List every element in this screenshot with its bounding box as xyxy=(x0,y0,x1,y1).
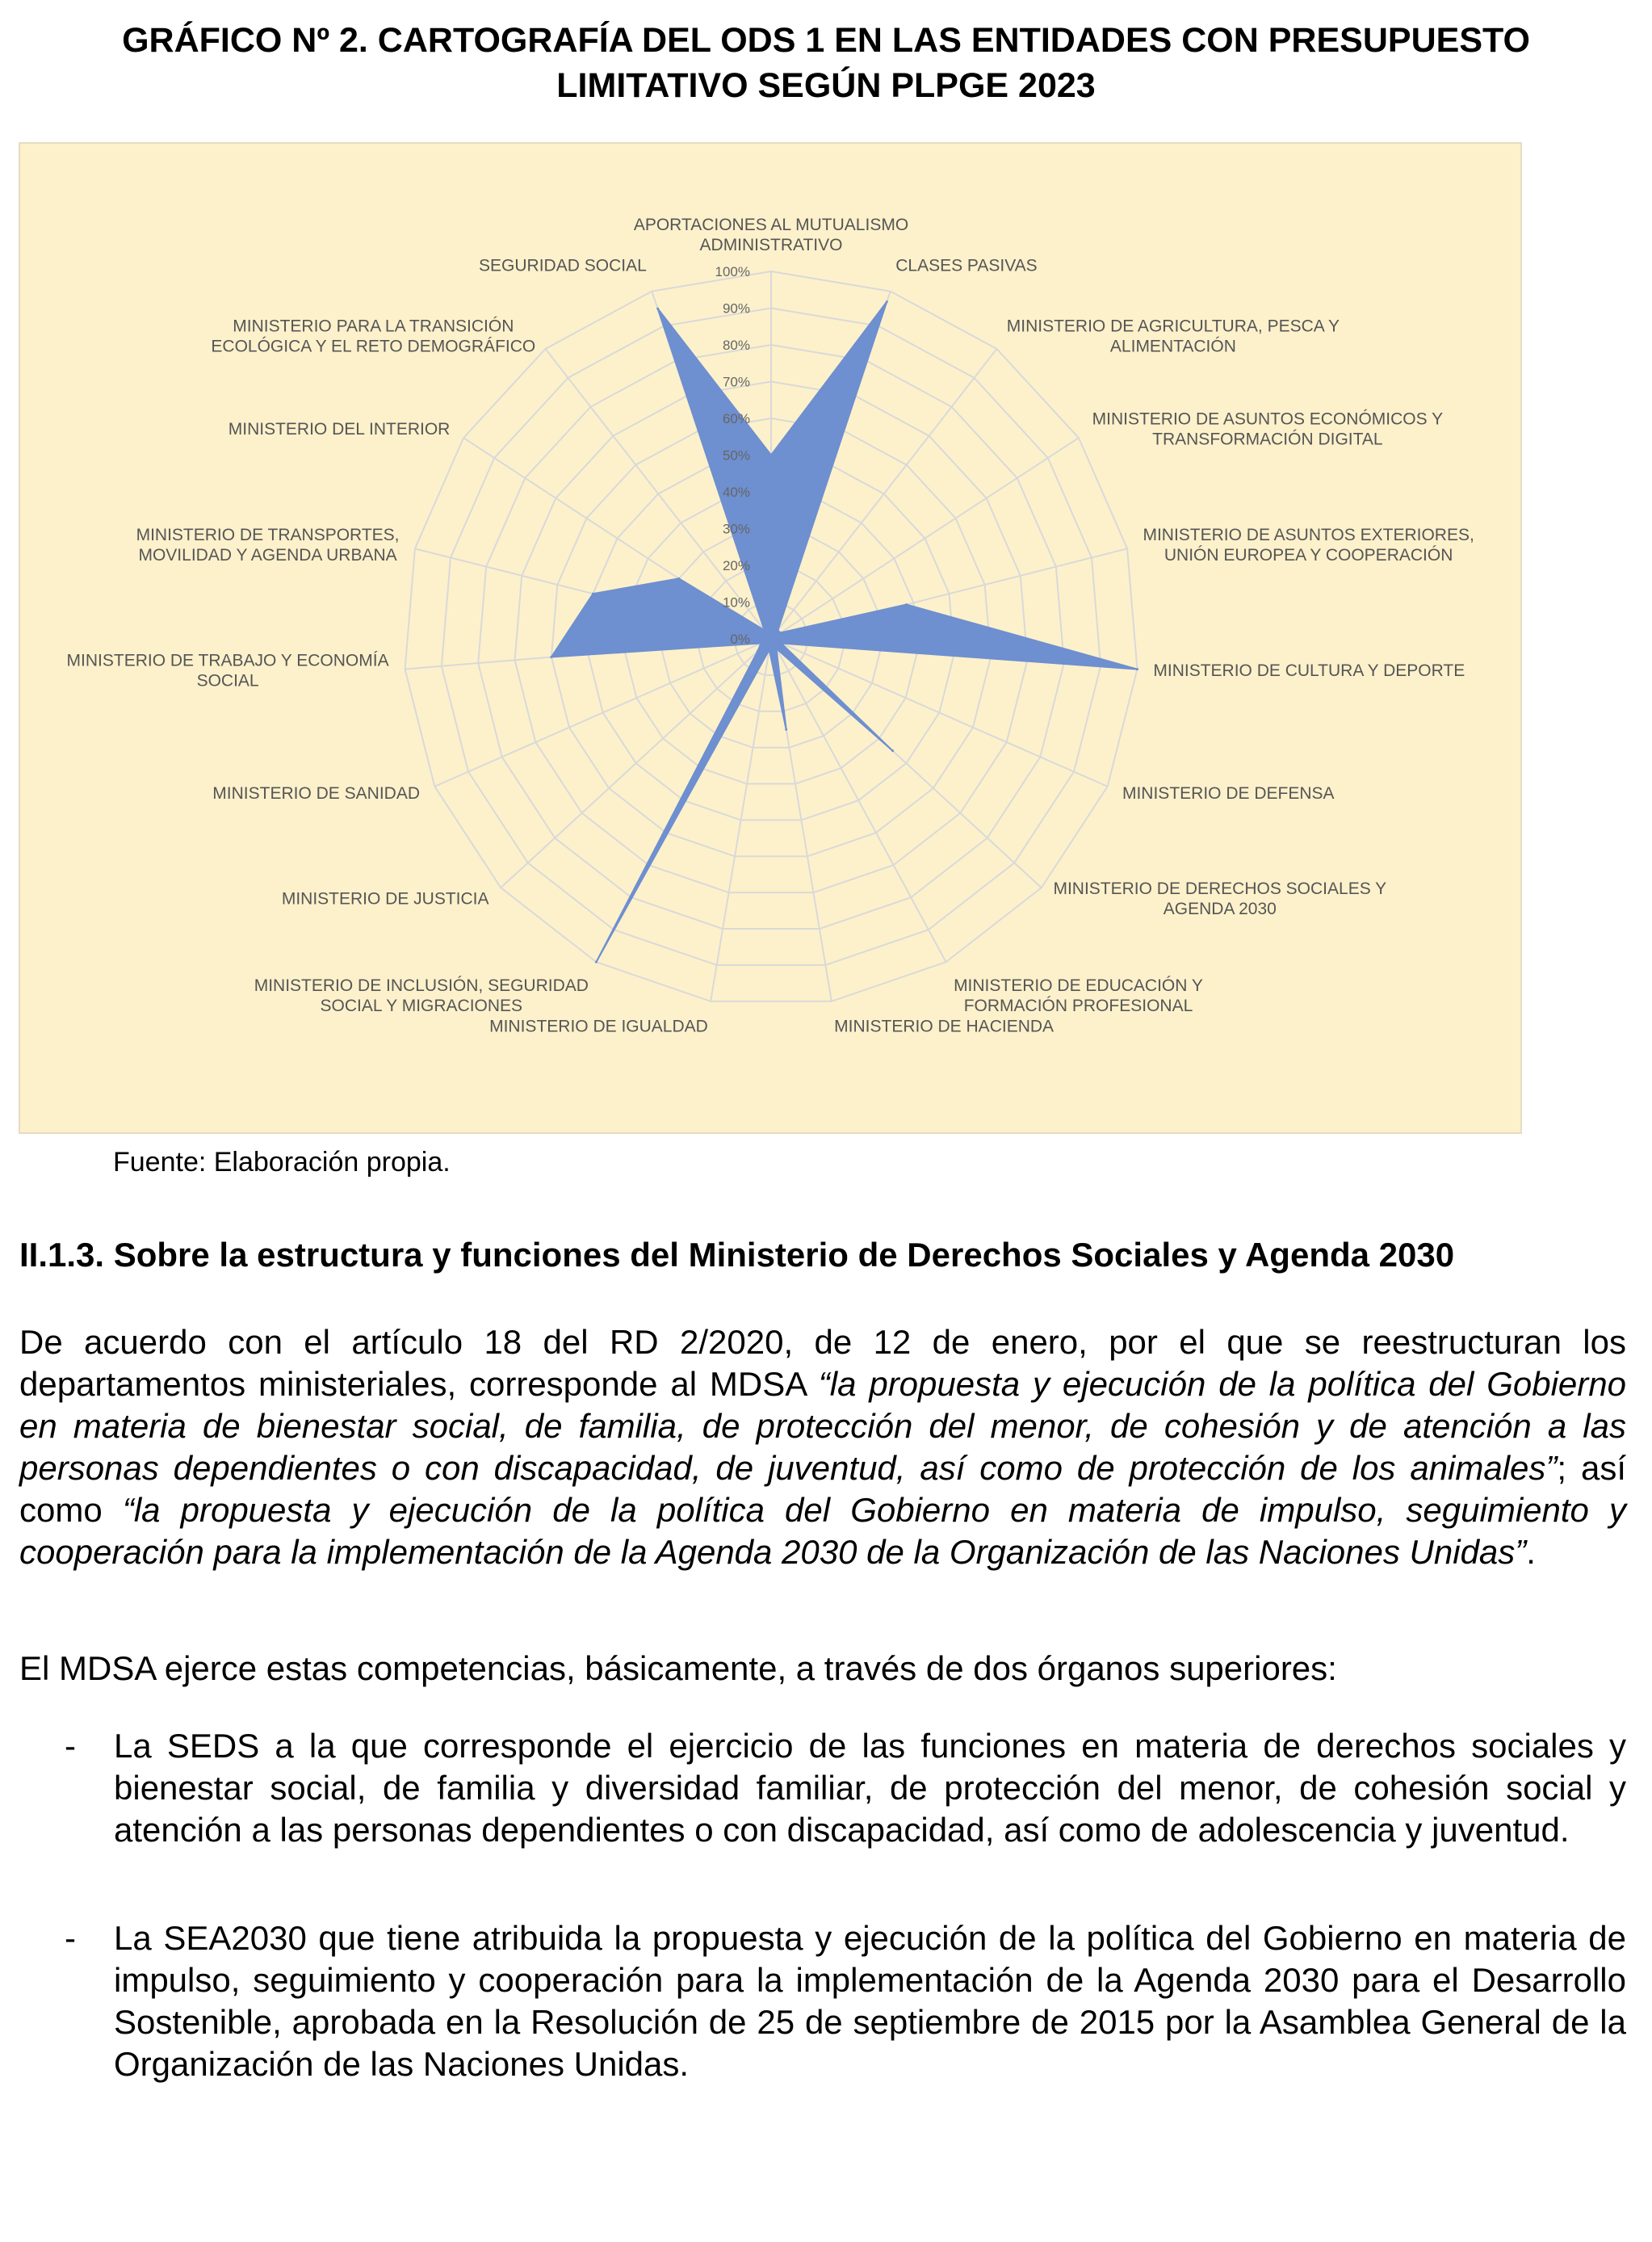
data-point-2 xyxy=(886,300,888,303)
category-label-17: MINISTERIO DEL INTERIOR xyxy=(228,420,451,439)
figure-source: Fuente: Elaboración propia. xyxy=(113,1147,451,1178)
data-point-7 xyxy=(780,642,782,644)
list-item-sea2030-text: La SEA2030 que tiene atribuida la propuesta y ejecución de la política del Gobierno en materia de impulso, seguimiento y cooperación para la implementación de la Agenda 2030 para el Desarrollo Sostenible, aprobada en la Resolución de 25 de septiembre de 2015 por la Asamblea General de la Organización de las Naciones Unidas. xyxy=(114,1919,1626,2083)
axis-tick-label: 90% xyxy=(722,300,750,317)
category-label-13: MINISTERIO DE JUSTICIA xyxy=(281,889,489,909)
p1-text-2: ; así como xyxy=(19,1449,1626,1529)
category-label-14: MINISTERIO DE SANIDAD xyxy=(212,783,421,803)
figure-title xyxy=(0,18,1652,108)
axis-tick-label: 100% xyxy=(715,264,750,279)
axis-tick-label: 10% xyxy=(722,594,750,611)
data-point-16 xyxy=(592,593,594,595)
data-point-12 xyxy=(595,961,597,964)
category-label-9: MINISTERIO DE EDUCACIÓN Y FORMACIÓN PROFESIONAL xyxy=(954,976,1203,1015)
grid-spoke-14 xyxy=(434,639,771,787)
data-point-6 xyxy=(1136,668,1138,670)
data-point-3 xyxy=(777,629,779,632)
axis-tick-label: 60% xyxy=(722,411,750,426)
data-point-9 xyxy=(775,648,778,650)
grid-spoke-13 xyxy=(501,639,771,888)
category-label-8: MINISTERIO DE DERECHOS SOCIALES Y AGENDA 2030 xyxy=(1053,880,1387,919)
category-label-1: APORTACIONES AL MUTUALISMO ADMINISTRATIVO xyxy=(633,216,909,254)
category-label-11: MINISTERIO DE IGUALDAD xyxy=(489,1017,708,1036)
axis-tick-label: 80% xyxy=(722,338,750,353)
radar-chart-panel xyxy=(19,142,1522,1134)
data-point-8 xyxy=(891,749,894,752)
data-point-15 xyxy=(550,656,552,658)
figure-title-line-1: GRÁFICO Nº 2. CARTOGRAFÍA DEL ODS 1 EN LAS ENTIDADES CON PRESUPUESTO xyxy=(122,21,1530,60)
paragraph-article-18 xyxy=(19,1321,1626,1573)
data-point-5 xyxy=(905,603,908,606)
paragraph-organos-superiores: El MDSA ejerce estas competencias, básicamente, a través de dos órganos superiores: xyxy=(19,1649,1337,1687)
axis-tick-label: 50% xyxy=(722,447,750,464)
category-label-2: CLASES PASIVAS xyxy=(895,256,1038,275)
p1-text-1: De acuerdo con el artículo 18 del RD 2/2020, de 12 de enero, por el que se reestructuran los departamentos ministeriales, corresponde al MDSA xyxy=(19,1323,1626,1403)
figure-title-line-2: LIMITATIVO SEGÚN PLPGE 2023 xyxy=(556,66,1096,105)
category-label-5: MINISTERIO DE ASUNTOS EXTERIORES, UNIÓN EUROPEA Y COOPERACIÓN xyxy=(1143,525,1474,565)
section-heading: II.1.3. Sobre la estructura y funciones del Ministerio de Derechos Sociales y Agenda 2030 xyxy=(19,1236,1455,1274)
radar-chart xyxy=(20,144,1520,1132)
category-label-10: MINISTERIO DE HACIENDA xyxy=(834,1017,1055,1036)
axis-tick-label: 20% xyxy=(722,558,750,573)
category-label-15: MINISTERIO DE TRABAJO Y ECONOMÍA SOCIAL xyxy=(66,651,389,691)
series-area xyxy=(551,302,1138,963)
axis-tick-label: 0% xyxy=(730,632,750,647)
data-point-18 xyxy=(763,629,765,632)
axis-tick-label: 30% xyxy=(722,521,750,537)
axis-tick-label: 70% xyxy=(722,374,750,390)
category-label-16: MINISTERIO DE TRANSPORTES, MOVILIDAD Y AGENDA URBANA xyxy=(136,525,400,565)
data-point-11 xyxy=(768,649,770,651)
data-point-4 xyxy=(779,632,782,634)
data-point-19 xyxy=(656,308,659,310)
list-dash: - xyxy=(65,1919,76,1957)
p1-quote-1: “la propuesta y ejecución de la política del Gobierno en materia de bienestar social, de familia, de protección del menor, de cohesión y de atención a las personas dependientes o con discapacidad, de juventud, así como de protección de los animales” xyxy=(19,1365,1626,1487)
category-label-4: MINISTERIO DE ASUNTOS ECONÓMICOS Y TRANSFORMACIÓN DIGITAL xyxy=(1092,409,1444,449)
category-label-7: MINISTERIO DE DEFENSA xyxy=(1122,783,1335,803)
axis-tick-label: 40% xyxy=(722,485,750,500)
data-point-14 xyxy=(760,642,762,644)
data-point-17 xyxy=(677,577,680,580)
category-label-3: MINISTERIO DE AGRICULTURA, PESCA Y ALIMENTACIÓN xyxy=(1006,317,1340,356)
p1-quote-2: “la propuesta y ejecución de la política del Gobierno en materia de impulso, seguimiento y cooperación para la implementación de la Agenda 2030 de la Organización de las Naciones Unidas” xyxy=(19,1491,1627,1571)
category-label-18: MINISTERIO PARA LA TRANSICIÓN ECOLÓGICA Y EL RETO DEMOGRÁFICO xyxy=(211,317,536,356)
list-item-seds-text: La SEDS a la que corresponde el ejercicio de las funciones en materia de derechos sociales y bienestar social, de familia y diversidad familiar, de protección del menor, de cohesión social y atención a las personas dependientes o con discapacidad, así como de adolescencia y juventud. xyxy=(114,1727,1626,1849)
p1-text-3: . xyxy=(1526,1533,1536,1571)
data-point-10 xyxy=(785,728,787,731)
category-label-6: MINISTERIO DE CULTURA Y DEPORTE xyxy=(1153,661,1465,681)
list-dash: - xyxy=(65,1727,76,1765)
data-point-13 xyxy=(757,650,759,653)
category-label-19: SEGURIDAD SOCIAL xyxy=(479,256,647,275)
category-label-12: MINISTERIO DE INCLUSIÓN, SEGURIDAD SOCIAL Y MIGRACIONES xyxy=(254,976,589,1015)
data-point-1 xyxy=(770,454,773,456)
